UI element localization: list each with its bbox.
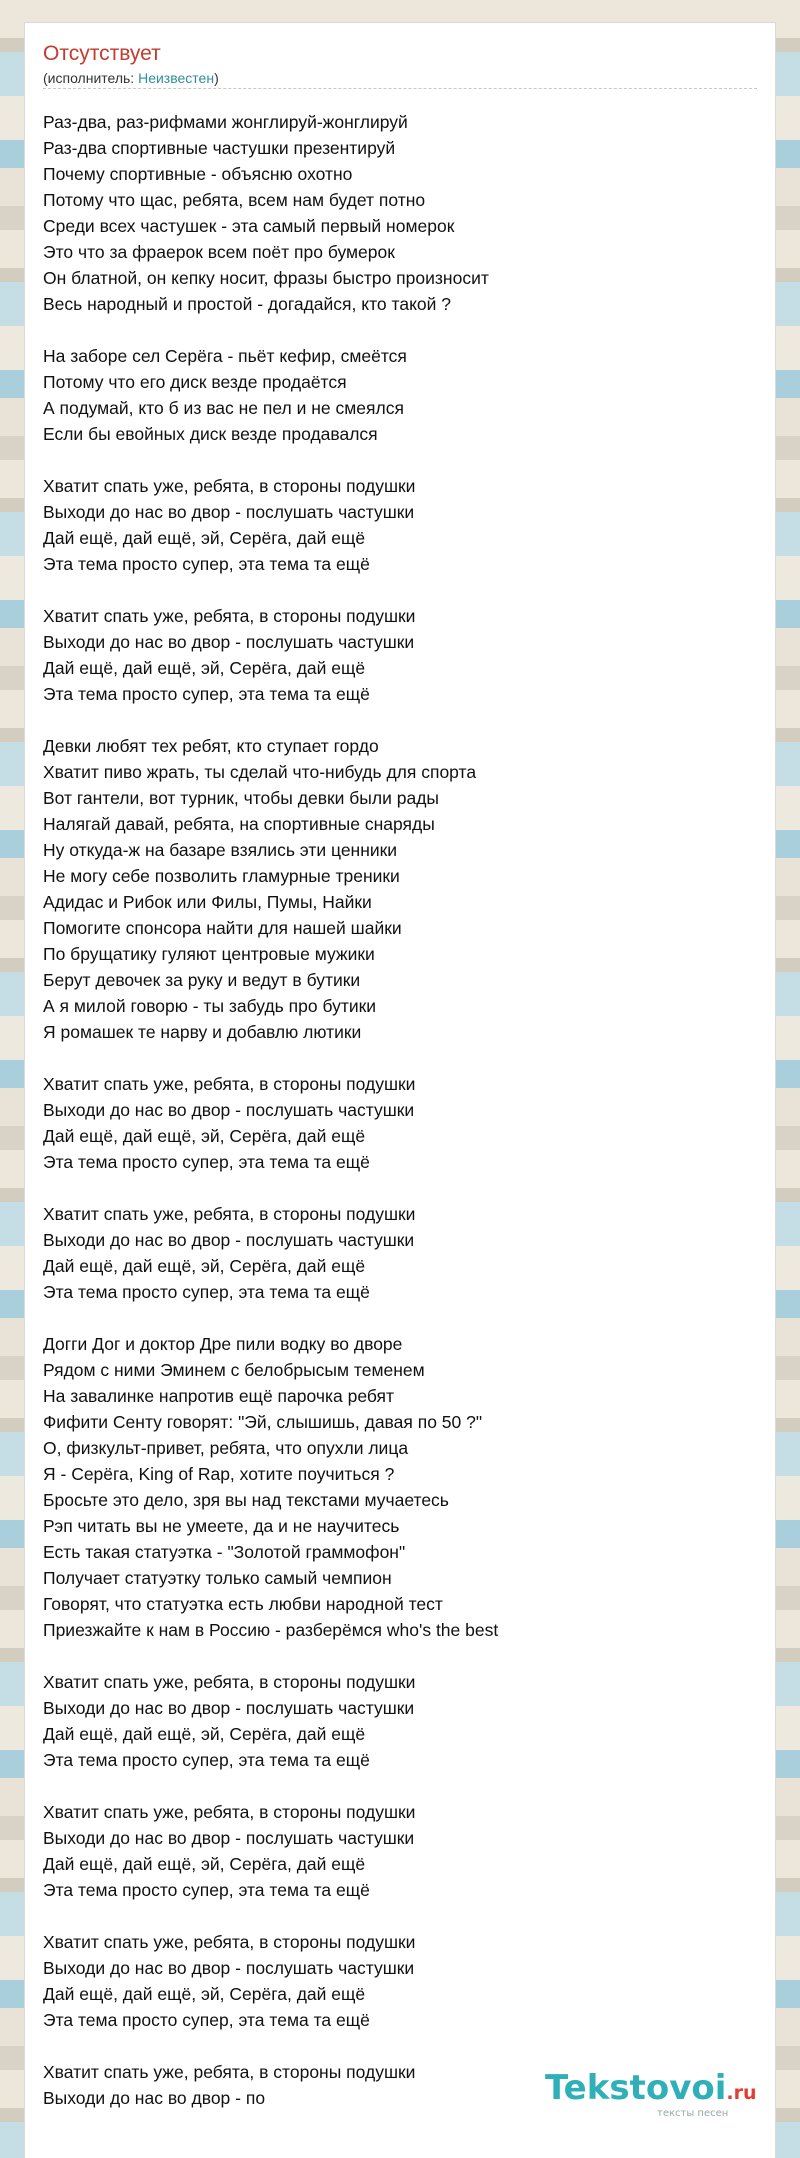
lyrics-line: Дай ещё, дай ещё, эй, Серёга, дай ещё [43,1256,366,1276]
lyrics-line: Бросьте это дело, зря вы над текстами мучаетесь [43,1490,449,1510]
lyrics-line: Выходи до нас во двор - послушать частушки [43,632,415,652]
artist-prefix: (исполнитель: [43,70,139,86]
lyrics-line: Догги Дог и доктор Дре пили водку во дворе [43,1334,403,1354]
lyrics-line: Выходи до нас во двор - послушать частушки [43,1958,415,1978]
lyrics-line: Хватит спать уже, ребята, в стороны подушки [43,2062,416,2082]
artist-link[interactable]: Неизвестен [138,70,215,86]
lyrics-line: Выходи до нас во двор - послушать частушки [43,1100,415,1120]
lyrics-stanza [43,1331,757,1643]
lyrics-line: Хватит спать уже, ребята, в стороны подушки [43,606,416,626]
lyrics-stanza [43,1669,757,1773]
lyrics-line: Дай ещё, дай ещё, эй, Серёга, дай ещё [43,658,366,678]
lyrics-line: Эта тема просто супер, эта тема та ещё [43,2010,370,2030]
lyrics-line: Хватит спать уже, ребята, в стороны подушки [43,1932,416,1952]
lyrics-line: Выходи до нас во двор - по [43,2088,266,2108]
lyrics-line: Весь народный и простой - догадайся, кто такой ? [43,294,452,314]
lyrics-line: Ну откуда-ж на базаре взялись эти ценники [43,840,398,860]
lyrics-line: Рядом с ними Эминем с белобрысым теменем [43,1360,425,1380]
lyrics-line: Почему спортивные - объясню охотно [43,164,353,184]
lyrics-line: Дай ещё, дай ещё, эй, Серёга, дай ещё [43,1724,366,1744]
lyrics-line: Хватит пиво жрать, ты сделай что-нибудь для спорта [43,762,477,782]
lyrics-line: Выходи до нас во двор - послушать частушки [43,1230,415,1250]
logo-wordmark [545,2068,765,2113]
lyrics-line: На заборе сел Серёга - пьёт кефир, смеётся [43,346,407,366]
logo-name: Tekstovoi [545,2068,727,2108]
lyrics-line: Если бы евойных диск везде продавался [43,424,378,444]
lyrics-line: Эта тема просто супер, эта тема та ещё [43,1750,370,1770]
lyrics-line: Раз-два, раз-рифмами жонглируй-жонглируй [43,112,408,132]
lyrics-line: Вот гантели, вот турник, чтобы девки были рады [43,788,439,808]
lyrics-line: Адидас и Рибок или Филы, Пумы, Найки [43,892,372,912]
lyrics-stanza [43,473,757,577]
lyrics-line: Потому что его диск везде продаётся [43,372,347,392]
song-title: Отсутствует [43,42,161,65]
lyrics-line: Хватит спать уже, ребята, в стороны подушки [43,1672,416,1692]
lyrics-line: Дай ещё, дай ещё, эй, Серёга, дай ещё [43,1984,366,2004]
lyrics-line: Дай ещё, дай ещё, эй, Серёга, дай ещё [43,528,366,548]
lyrics-line: Девки любят тех ребят, кто ступает гордо [43,736,379,756]
lyrics-line: Потому что щас, ребята, всем нам будет потно [43,190,426,210]
lyrics-stanza [43,1201,757,1305]
lyrics-line: Это что за фраерок всем поёт про бумерок [43,242,395,262]
artist-suffix: ) [214,70,219,86]
lyrics-line: Есть такая статуэтка - "Золотой граммофон" [43,1542,406,1562]
lyrics-stanza [43,1929,757,2033]
lyrics-line: Фифити Сенту говорят: "Эй, слышишь, давая по 50 ?" [43,1412,483,1432]
lyrics-line: Налягай давай, ребята, на спортивные снаряды [43,814,435,834]
lyrics-line: Хватит спать уже, ребята, в стороны подушки [43,1802,416,1822]
lyrics-stanza [43,603,757,707]
logo-tld: .ru [726,2082,757,2104]
logo-tagline: тексты песен [657,2108,729,2119]
lyrics-line: Эта тема просто супер, эта тема та ещё [43,554,370,574]
lyrics-line: По брущатику гуляют центровые мужики [43,944,375,964]
lyrics-line: Не могу себе позволить гламурные треники [43,866,400,886]
lyrics-line: Выходи до нас во двор - послушать частушки [43,1828,415,1848]
lyrics-stanza [43,109,757,317]
lyrics-line: Говорят, что статуэтка есть любви народной тест [43,1594,443,1614]
lyrics-line: Он блатной, он кепку носит, фразы быстро произносит [43,268,489,288]
lyrics-page [24,22,776,2158]
lyrics-line: Эта тема просто супер, эта тема та ещё [43,1282,370,1302]
lyrics-line: Среди всех частушек - эта самый первый номерок [43,216,455,236]
lyrics-line: Раз-два спортивные частушки презентируй [43,138,396,158]
lyrics-line: Дай ещё, дай ещё, эй, Серёга, дай ещё [43,1854,366,1874]
lyrics-line: Эта тема просто супер, эта тема та ещё [43,1880,370,1900]
site-logo[interactable] [545,2068,765,2124]
song-header [43,41,757,89]
lyrics-stanza [43,733,757,1045]
lyrics-line: Рэп читать вы не умеете, да и не научитесь [43,1516,400,1536]
lyrics-line: А подумай, кто б из вас не пел и не смеялся [43,398,404,418]
lyrics-stanza [43,343,757,447]
lyrics-line: Помогите спонсора найти для нашей шайки [43,918,402,938]
lyrics-line: Эта тема просто супер, эта тема та ещё [43,684,370,704]
lyrics-line: Эта тема просто супер, эта тема та ещё [43,1152,370,1172]
lyrics-line: Получает статуэтку только самый чемпион [43,1568,392,1588]
lyrics-line: Хватит спать уже, ребята, в стороны подушки [43,476,416,496]
lyrics-line: На завалинке напротив ещё парочка ребят [43,1386,394,1406]
lyrics-line: Приезжайте к нам в Россию - разберёмся who's the best [43,1620,499,1640]
lyrics-stanza [43,1071,757,1175]
lyrics-line: Я - Серёга, King of Rap, хотите поучиться ? [43,1464,395,1484]
lyrics-line: О, физкульт-привет, ребята, что опухли лица [43,1438,409,1458]
lyrics-stanza [43,1799,757,1903]
lyrics-line: Хватит спать уже, ребята, в стороны подушки [43,1204,416,1224]
lyrics-text [43,109,757,2137]
lyrics-line: А я милой говорю - ты забудь про бутики [43,996,377,1016]
lyrics-line: Берут девочек за руку и ведут в бутики [43,970,361,990]
artist-line [43,69,757,87]
lyrics-line: Хватит спать уже, ребята, в стороны подушки [43,1074,416,1094]
lyrics-line: Выходи до нас во двор - послушать частушки [43,1698,415,1718]
lyrics-line: Выходи до нас во двор - послушать частушки [43,502,415,522]
header-divider [43,88,757,89]
lyrics-line: Я ромашек те нарву и добавлю лютики [43,1022,362,1042]
lyrics-line: Дай ещё, дай ещё, эй, Серёга, дай ещё [43,1126,366,1146]
